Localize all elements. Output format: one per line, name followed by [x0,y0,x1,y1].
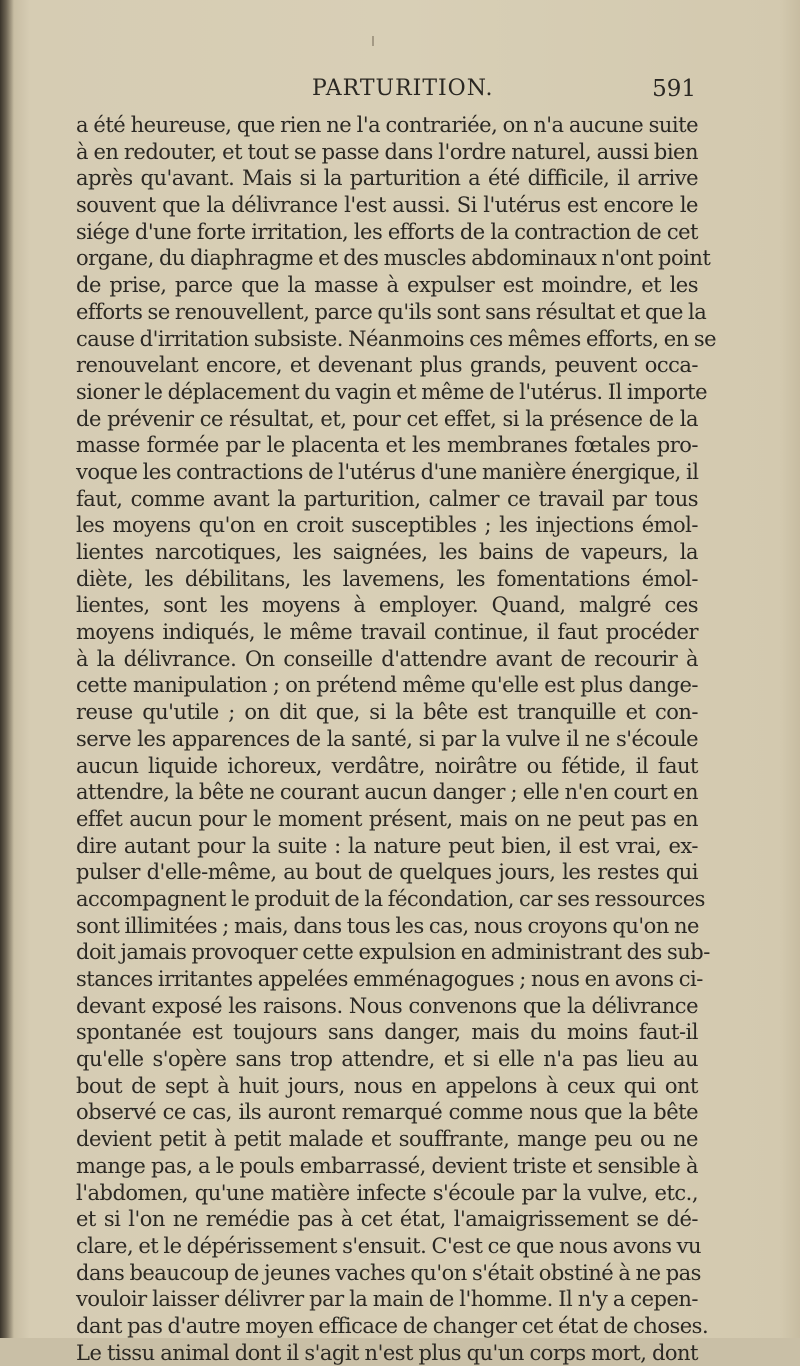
body-text [76,112,717,1366]
text-line: pulser d'elle-même, au bout de quelques jours, les restes qui [76,860,698,885]
text-line: moyens indiqués, le même travail continue, il faut procéder [76,620,698,645]
text-line: sioner le déplacement du vagin et même de l'utérus. Il importe [76,379,708,404]
text-line: effet aucun pour le moment présent, mais on ne peut pas en [76,806,698,831]
binding-shadow [0,0,14,1338]
text-line: organe, du diaphragme et des muscles abdominaux n'ont point [76,246,711,271]
text-line: Le tissu animal dont il s'agit n'est plus qu'un corps mort, dont [76,1340,698,1365]
text-line: reuse qu'utile ; on dit que, si la bête est tranquille et con- [76,700,698,725]
text-line: spontanée est toujours sans danger, mais du moins faut-il [76,1020,698,1045]
text-line: faut, comme avant la parturition, calmer ce travail par tous [76,486,698,511]
text-line: dire autant pour la suite : la nature peut bien, il est vrai, ex- [76,833,698,858]
text-line: devant exposé les raisons. Nous convenons que la délivrance [76,993,698,1018]
text-line: après qu'avant. Mais si la parturition a été difficile, il arrive [76,166,698,191]
text-line: voque les contractions de l'utérus d'une manière énergique, il [76,459,699,484]
text-line: efforts se renouvellent, parce qu'ils sont sans résultat et que la [76,299,707,324]
text-line: renouvelant encore, et devenant plus grands, peuvent occa- [76,353,698,378]
text-line: siége d'une forte irritation, les efforts de la contraction de cet [76,219,698,244]
text-line: vouloir laisser délivrer par la main de l'homme. Il n'y a cepen- [76,1287,698,1312]
page-number: 591 [652,76,696,102]
ink-mark [372,36,374,46]
text-line: bout de sept à huit jours, nous en appelons à ceux qui ont [76,1073,698,1098]
text-line: l'abdomen, qu'une matière infecte s'écoule par la vulve, etc., [76,1180,698,1205]
text-line: clare, et le dépérissement s'ensuit. C'est ce que nous avons vu [76,1233,702,1258]
text-line: de prise, parce que la masse à expulser est moindre, et les [76,273,698,298]
text-line: a été heureuse, que rien ne l'a contrariée, on n'a aucune suite [76,113,698,137]
text-line: aucun liquide ichoreux, verdâtre, noirâtre ou fétide, il faut [76,753,698,778]
text-line: diète, les débilitans, les lavemens, les fomentations émol- [76,566,698,591]
text-line: qu'elle s'opère sans trop attendre, et si elle n'a pas lieu au [76,1047,698,1072]
text-line: attendre, la bête ne courant aucun danger ; elle n'en court en [76,780,698,805]
running-title: PARTURITION. [312,76,494,101]
text-line: masse formée par le placenta et les membranes fœtales pro- [76,433,698,458]
text-line: de prévenir ce résultat, et, pour cet effet, si la présence de la [76,406,698,431]
text-line: et si l'on ne remédie pas à cet état, l'amaigrissement se dé- [76,1207,698,1232]
text-line: mange pas, a le pouls embarrassé, devient triste et sensible à [76,1153,698,1178]
text-line: cette manipulation ; on prétend même qu'elle est plus dange- [76,673,698,698]
text-line: à en redouter, et tout se passe dans l'ordre naturel, aussi bien [76,139,698,164]
text-line: souvent que la délivrance l'est aussi. Si l'utérus est encore le [76,193,698,218]
text-line: dant pas d'autre moyen efficace de changer cet état de choses. [76,1313,709,1338]
text-line: stances irritantes appelées emménagogues ; nous en avons ci- [76,967,703,991]
text-line: dans beaucoup de jeunes vaches qu'on s'était obstiné à ne pas [76,1260,701,1285]
text-line: lientes narcotiques, les saignées, les bains de vapeurs, la [76,540,698,564]
text-line: devient petit à petit malade et souffrante, mange peu ou ne [76,1127,698,1152]
running-head [76,76,696,108]
text-line: serve les apparences de la santé, si par la vulve il ne s'écoule [76,726,698,751]
text-line: observé ce cas, ils auront remarqué comme nous que la bête [76,1100,698,1125]
text-line: doit jamais provoquer cette expulsion en administrant des sub- [76,940,710,965]
text-line: à la délivrance. On conseille d'attendre avant de recourir à [76,646,698,671]
text-line: les moyens qu'on en croit susceptibles ; les injections émol- [76,513,698,538]
text-line: accompagnent le produit de la fécondation, car ses ressources [76,886,705,911]
text-line: sont illimitées ; mais, dans tous les cas, nous croyons qu'on ne [76,913,699,938]
text-line: cause d'irritation subsiste. Néanmoins ces mêmes efforts, en se [76,326,717,351]
text-line: lientes, sont les moyens à employer. Quand, malgré ces [76,593,698,618]
